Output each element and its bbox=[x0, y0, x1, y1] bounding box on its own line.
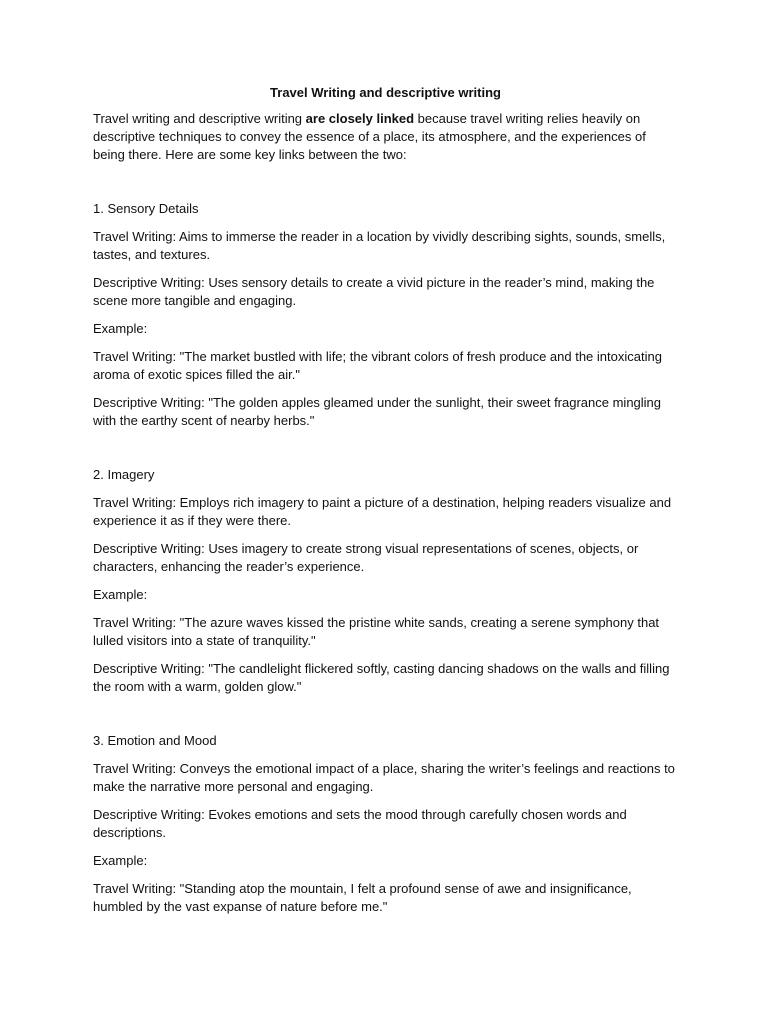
intro-text-start: Travel writing and descriptive writing bbox=[93, 111, 306, 126]
intro-bold-text: are closely linked bbox=[305, 111, 415, 126]
document-title: Travel Writing and descriptive writing bbox=[270, 85, 501, 100]
intro-text-end: because travel writing relies heavily on descriptive techniques to convey the essence of a place, its atmosphere, and the experiences of being there. Here are some key links between the two: bbox=[93, 111, 646, 162]
descriptive-writing-example: Descriptive Writing: "The candlelight flickered softly, casting dancing shadows on the walls and filling the room with a warm, golden glow." bbox=[93, 661, 670, 694]
travel-writing-example: Travel Writing: "The azure waves kissed the pristine white sands, creating a serene symphony that lulled visitors into a state of tranquility." bbox=[93, 615, 660, 648]
descriptive-writing-definition: Descriptive Writing: Uses imagery to create strong visual representations of scenes, objects, or characters, enhancing the reader’s experience. bbox=[93, 541, 639, 574]
travel-writing-example: Travel Writing: "Standing atop the mountain, I felt a profound sense of awe and insignificance, humbled by the vast expanse of nature before me." bbox=[93, 881, 632, 914]
descriptive-writing-definition: Descriptive Writing: Uses sensory details to create a vivid picture in the reader’s mind, making the scene more tangible and engaging. bbox=[93, 275, 655, 308]
example-label: Example: bbox=[93, 853, 148, 868]
section-heading: 1. Sensory Details bbox=[93, 201, 199, 216]
section-heading: 3. Emotion and Mood bbox=[93, 733, 217, 748]
descriptive-writing-definition: Descriptive Writing: Evokes emotions and sets the mood through carefully chosen words and descriptions. bbox=[93, 807, 627, 840]
section-emotion-and-mood bbox=[93, 732, 678, 916]
example-label: Example: bbox=[93, 321, 148, 336]
descriptive-writing-example: Descriptive Writing: "The golden apples gleamed under the sunlight, their sweet fragrance mingling with the earthy scent of nearby herbs." bbox=[93, 395, 662, 428]
travel-writing-definition: Travel Writing: Aims to immerse the reader in a location by vividly describing sights, sounds, smells, tastes, and textures. bbox=[93, 229, 666, 262]
travel-writing-definition: Travel Writing: Employs rich imagery to paint a picture of a destination, helping readers visualize and experience it as if they were there. bbox=[93, 495, 672, 528]
section-heading: 2. Imagery bbox=[93, 467, 155, 482]
example-label: Example: bbox=[93, 587, 148, 602]
intro-paragraph bbox=[93, 110, 678, 164]
document-page bbox=[93, 84, 678, 926]
section-sensory-details bbox=[93, 200, 678, 430]
travel-writing-definition: Travel Writing: Conveys the emotional impact of a place, sharing the writer’s feelings and reactions to make the narrative more personal and engaging. bbox=[93, 761, 675, 794]
section-imagery bbox=[93, 466, 678, 696]
travel-writing-example: Travel Writing: "The market bustled with life; the vibrant colors of fresh produce and the intoxicating aroma of exotic spices filled the air." bbox=[93, 349, 662, 382]
